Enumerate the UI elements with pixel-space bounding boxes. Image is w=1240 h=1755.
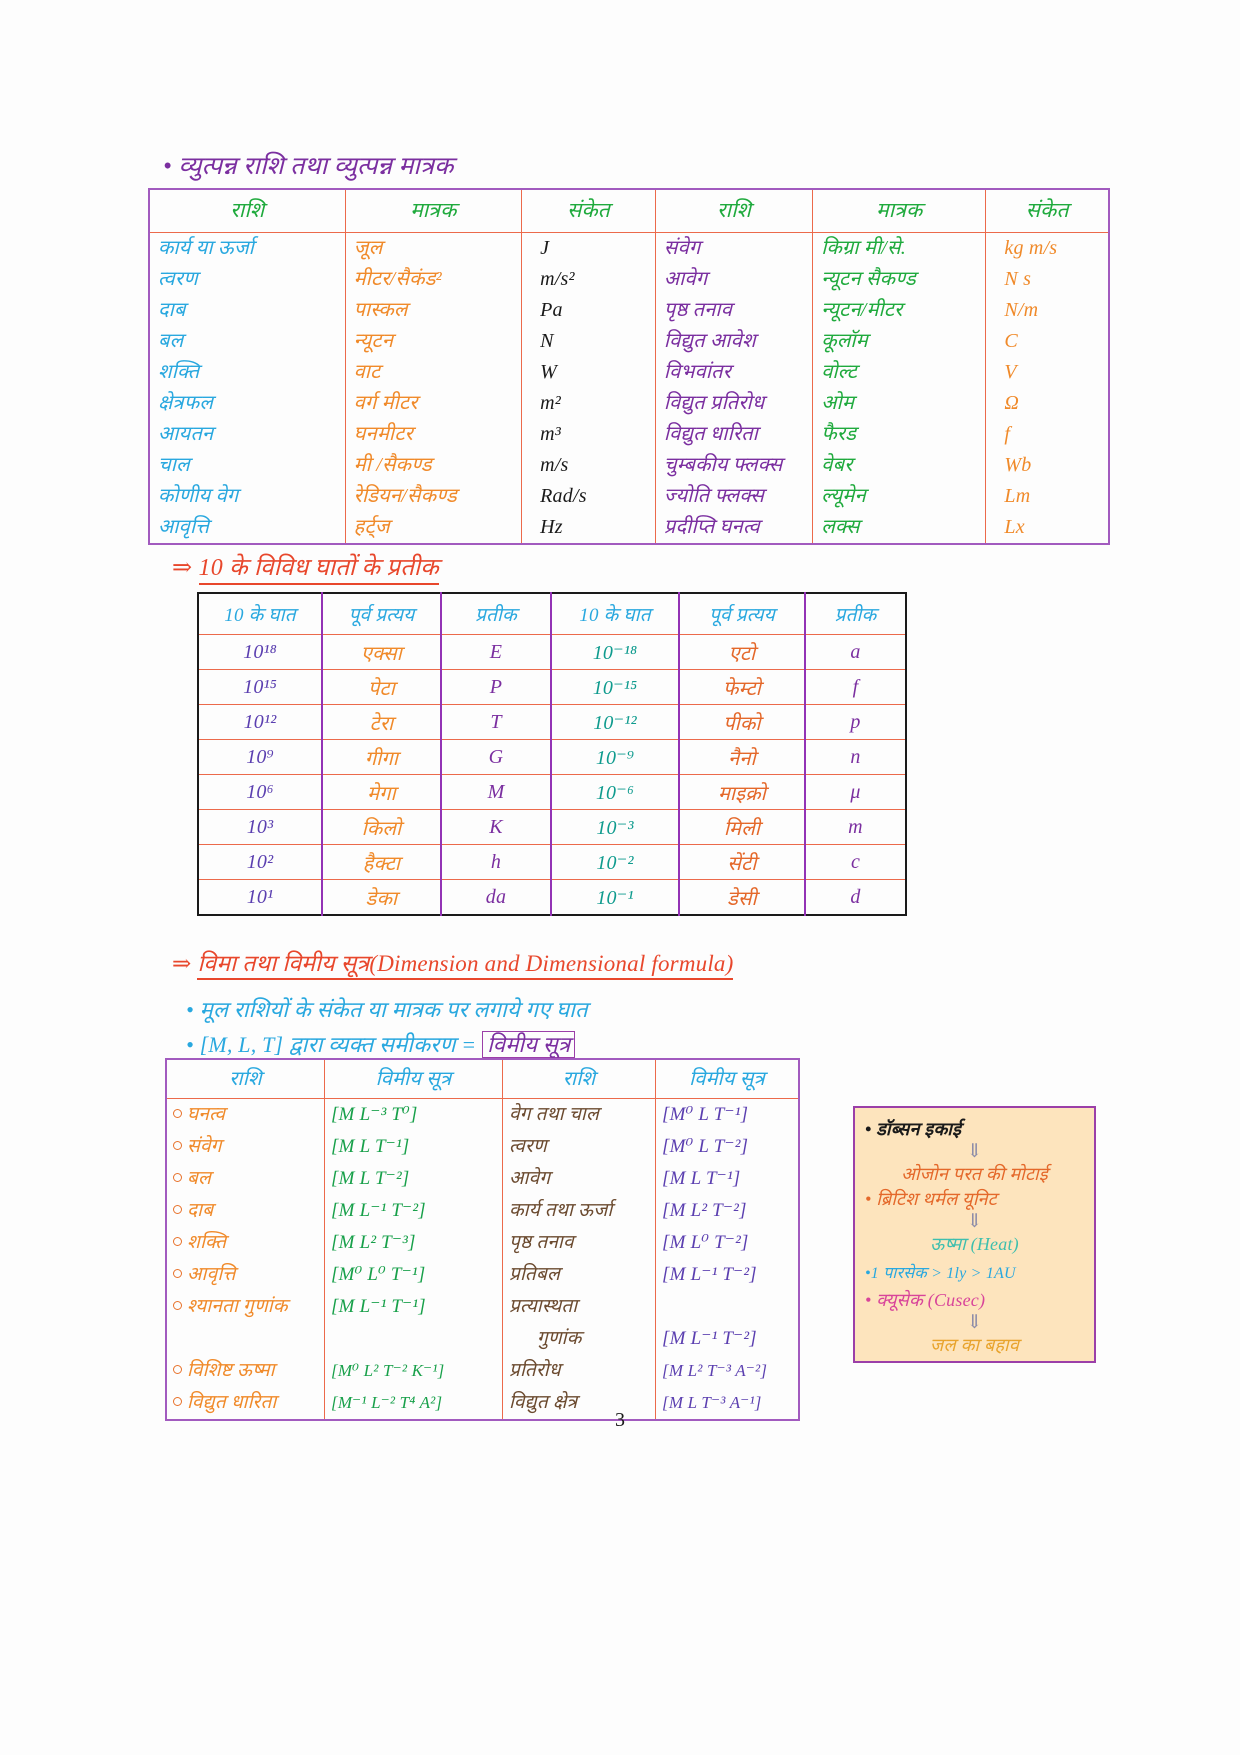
cell-quantity-right: विद्युत प्रतिरोध [655,388,812,419]
section1-heading: • व्युत्पन्न राशि तथा व्युत्पन्न मात्रक [163,153,454,180]
table1-body [149,233,1109,545]
table-row [198,880,906,916]
cell-formula-right: [M⁰ L T⁻¹] [656,1099,800,1132]
table2-body [198,635,906,916]
cell-quantity-left: चाल [149,450,345,481]
cell-quantity-left-text: विद्युत धारिता [187,1392,277,1413]
cell-formula-left: [M L T⁻¹] [325,1131,503,1163]
cell-formula-right: [M L T⁻³ A⁻¹] [656,1387,800,1420]
cell-quantity-left: क्षेत्रफल [149,388,345,419]
cell-quantity-left: बल [149,326,345,357]
table-row [149,326,1109,357]
cell-symbol-pos: P [441,670,551,705]
cell-power-pos: 10¹ [198,880,322,916]
cell-power-pos: 10¹⁸ [198,635,322,670]
cell-unit-left: हर्ट्ज [345,512,521,544]
cell-quantity-left: आवृत्ति [149,512,345,544]
cell-prefix-pos: गीगा [322,740,441,775]
cell-quantity-right: गुणांक [503,1323,656,1355]
cell-quantity-right: विभवांतर [655,357,812,388]
cell-quantity-right: आवेग [655,264,812,295]
table1-header-row [149,189,1109,233]
down-arrow-icon: ⇓ [966,1312,983,1333]
cell-power-pos: 10⁹ [198,740,322,775]
table-row [198,740,906,775]
cell-quantity-left-text: शक्ति [187,1232,227,1253]
bullet-dot-icon [173,1301,182,1310]
cell-power-neg: 10⁻¹ [551,880,679,916]
cell-prefix-neg: माइक्रो [679,775,805,810]
cell-unit-right: लक्स [813,512,986,544]
cell-quantity-left-text: घनत्व [187,1104,226,1125]
cell-symbol-pos: T [441,705,551,740]
cell-unit-right: ओम [813,388,986,419]
cell-symbol-right: V [986,357,1109,388]
cell-quantity-left-text: श्यानता गुणांक [187,1296,288,1317]
arrow-icon: ⇒ [172,951,192,976]
section3-heading-hindi: विमा तथा विमीय सूत्र [197,951,369,980]
cell-unit-left: वाट [345,357,521,388]
cell-symbol-left: Pa [522,295,656,326]
table2-header-power-pos: 10 के घात [198,593,322,635]
cell-symbol-left: m/s [522,450,656,481]
down-arrow-icon: ⇓ [966,1141,983,1162]
cell-formula-right: [M L⁻¹ T⁻²] [656,1259,800,1291]
bullet-dot-icon [173,1141,182,1150]
cell-quantity-right: प्रतिबल [503,1259,656,1291]
cell-unit-right: वेबर [813,450,986,481]
cell-prefix-neg: मिली [679,810,805,845]
cell-symbol-neg: n [805,740,906,775]
table3-header-formula-left: विमीय सूत्र [325,1059,503,1099]
bullet-definition-2 [186,1029,575,1059]
cell-prefix-neg: पीको [679,705,805,740]
down-arrow-icon: ⇓ [966,1211,983,1232]
cell-prefix-pos: पेटा [322,670,441,705]
cell-symbol-right: Lm [986,481,1109,512]
cell-unit-right: न्यूटन/मीटर [813,295,986,326]
sidebox-item4-meaning: जल का बहाव [929,1335,1020,1355]
table-row [149,388,1109,419]
cell-symbol-pos: G [441,740,551,775]
table1-header-symbol-left: संकेत [522,189,656,233]
cell-quantity-left: त्वरण [149,264,345,295]
cell-symbol-neg: p [805,705,906,740]
side-note-box [853,1106,1096,1363]
table-row [166,1227,799,1259]
cell-unit-left: जूल [345,233,521,265]
cell-formula-left: [M⁻¹ L⁻² T⁴ A²] [325,1387,503,1420]
cell-formula-right: [M⁰ L T⁻²] [656,1131,800,1163]
cell-quantity-right: चुम्बकीय फ्लक्स [655,450,812,481]
cell-power-pos: 10¹² [198,705,322,740]
cell-prefix-pos: डेका [322,880,441,916]
cell-quantity-left [166,1355,325,1387]
cell-formula-left: [M L² T⁻³] [325,1227,503,1259]
table-row [149,357,1109,388]
sidebox-item4-title: • क्यूसेक (Cusec) [865,1290,986,1310]
cell-unit-right: फैरड [813,419,986,450]
cell-quantity-left [166,1163,325,1195]
table3-header-quantity-right: राशि [503,1059,656,1099]
cell-power-neg: 10⁻⁶ [551,775,679,810]
cell-symbol-pos: da [441,880,551,916]
table-row [166,1259,799,1291]
table-row [166,1195,799,1227]
table3-header-formula-right: विमीय सूत्र [656,1059,800,1099]
cell-quantity-right: कार्य तथा ऊर्जा [503,1195,656,1227]
cell-quantity-left-text: बल [187,1168,212,1189]
bullet-dot-icon [173,1269,182,1278]
table-row [166,1131,799,1163]
cell-quantity-left-text: विशिष्ट ऊष्मा [187,1360,275,1381]
cell-quantity-right: आवेग [503,1163,656,1195]
cell-symbol-pos: E [441,635,551,670]
cell-power-neg: 10⁻⁹ [551,740,679,775]
cell-unit-left: घनमीटर [345,419,521,450]
cell-prefix-neg: डेसी [679,880,805,916]
cell-unit-left: मीटर/सैकंड² [345,264,521,295]
cell-prefix-neg: नैनो [679,740,805,775]
table3-header-row [166,1059,799,1099]
cell-power-pos: 10² [198,845,322,880]
section3-heading [172,946,733,978]
cell-power-neg: 10⁻¹⁵ [551,670,679,705]
cell-symbol-neg: m [805,810,906,845]
bullet-dot-icon [173,1365,182,1374]
cell-quantity-right: संवेग [655,233,812,265]
cell-quantity-right: प्रत्यास्थता [503,1291,656,1323]
table-row [166,1291,799,1323]
cell-power-neg: 10⁻² [551,845,679,880]
cell-formula-right: [M L² T⁻²] [656,1195,800,1227]
sidebox-item1-meaning: ओजोन परत की मोटाई [901,1164,1048,1184]
bullet-dot-icon [173,1109,182,1118]
cell-unit-right: ल्यूमेन [813,481,986,512]
table3-head [166,1059,799,1099]
cell-symbol-right: N s [986,264,1109,295]
table2-header-row [198,593,906,635]
cell-symbol-right: N/m [986,295,1109,326]
cell-symbol-right: Lx [986,512,1109,544]
cell-quantity-left: दाब [149,295,345,326]
table1-header-symbol-right: संकेत [986,189,1109,233]
table-row [166,1355,799,1387]
cell-symbol-right: Wb [986,450,1109,481]
cell-symbol-neg: μ [805,775,906,810]
cell-formula-left: [M L⁻³ T⁰] [325,1099,503,1132]
cell-formula-left: [M L⁻¹ T⁻¹] [325,1291,503,1323]
cell-symbol-left: W [522,357,656,388]
cell-formula-right: [M L T⁻¹] [656,1163,800,1195]
cell-quantity-left-text: दाब [187,1200,214,1221]
cell-symbol-left: Hz [522,512,656,544]
table1-header-quantity-left: राशि [149,189,345,233]
cell-symbol-right: f [986,419,1109,450]
table2-header-symbol-pos: प्रतीक [441,593,551,635]
table-row [166,1163,799,1195]
cell-prefix-pos: टेरा [322,705,441,740]
bullet-dot-icon [173,1397,182,1406]
cell-symbol-pos: M [441,775,551,810]
sidebox-item3: •1 पारसेक > 1ly > 1AU [865,1265,1016,1282]
cell-formula-left: [M⁰ L⁰ T⁻¹] [325,1259,503,1291]
table2-header-prefix-pos: पूर्व प्रत्यय [322,593,441,635]
cell-quantity-right: वेग तथा चाल [503,1099,656,1132]
cell-quantity-left [166,1227,325,1259]
cell-unit-left: वर्ग मीटर [345,388,521,419]
cell-formula-right: [M L⁻¹ T⁻²] [656,1323,800,1355]
cell-symbol-right: Ω [986,388,1109,419]
table-row [198,845,906,880]
cell-quantity-left [166,1099,325,1132]
table-row [198,635,906,670]
cell-quantity-left [166,1259,325,1291]
cell-symbol-left: m² [522,388,656,419]
table-row [198,810,906,845]
cell-symbol-left: N [522,326,656,357]
cell-unit-left: मी /सैकण्ड [345,450,521,481]
table-row [198,670,906,705]
cell-formula-right: [M L² T⁻³ A⁻²] [656,1355,800,1387]
table1-header-unit-right: मात्रक [813,189,986,233]
cell-formula-left: [M⁰ L² T⁻² K⁻¹] [325,1355,503,1387]
cell-quantity-right: विद्युत धारिता [655,419,812,450]
cell-quantity-right: प्रदीप्ति घनत्व [655,512,812,544]
table-row [198,775,906,810]
cell-power-pos: 10³ [198,810,322,845]
cell-quantity-left [166,1323,325,1355]
cell-prefix-neg: फेम्टो [679,670,805,705]
cell-formula-left: [M L T⁻²] [325,1163,503,1195]
bullet-dot-icon [173,1173,182,1182]
cell-quantity-left: कोणीय वेग [149,481,345,512]
bullet-definition-1: • मूल राशियों के संकेत या मात्रक पर लगाये गए घात [186,997,588,1022]
cell-quantity-right: पृष्ठ तनाव [655,295,812,326]
table-row [149,233,1109,265]
table2-header-prefix-neg: पूर्व प्रत्यय [679,593,805,635]
cell-symbol-right: C [986,326,1109,357]
cell-quantity-left [166,1291,325,1323]
cell-quantity-left [166,1131,325,1163]
cell-symbol-left: Rad/s [522,481,656,512]
table-row [149,264,1109,295]
sidebox-item2-title: • ब्रिटिश थर्मल यूनिट [865,1189,997,1209]
table-row [149,512,1109,544]
cell-prefix-pos: किलो [322,810,441,845]
cell-unit-right: कूलॉम [813,326,986,357]
cell-quantity-left [166,1195,325,1227]
cell-quantity-right: विद्युत क्षेत्र [503,1387,656,1420]
table-row [166,1323,799,1355]
cell-quantity-right: त्वरण [503,1131,656,1163]
dimensional-formula-table [165,1058,800,1421]
cell-symbol-neg: c [805,845,906,880]
table1-header-unit-left: मात्रक [345,189,521,233]
cell-unit-left: न्यूटन [345,326,521,357]
section2-heading [172,550,439,583]
cell-symbol-pos: h [441,845,551,880]
cell-symbol-neg: a [805,635,906,670]
bullet-dot-icon [173,1205,182,1214]
cell-quantity-left: आयतन [149,419,345,450]
bullet-2-highlight: विमीय सूत्र [482,1031,575,1058]
cell-quantity-left-text: आवृत्ति [187,1264,236,1285]
cell-symbol-left: m/s² [522,264,656,295]
cell-quantity-left: शक्ति [149,357,345,388]
cell-symbol-neg: d [805,880,906,916]
cell-unit-right: वोल्ट [813,357,986,388]
cell-power-pos: 10¹⁵ [198,670,322,705]
cell-formula-right: [M L⁰ T⁻²] [656,1227,800,1259]
cell-prefix-pos: मेगा [322,775,441,810]
section2-heading-text: 10 के विविध घातों के प्रतीक [199,555,439,585]
cell-symbol-neg: f [805,670,906,705]
cell-prefix-neg: एटो [679,635,805,670]
cell-quantity-left: कार्य या ऊर्जा [149,233,345,265]
cell-unit-right: न्यूटन सैकण्ड [813,264,986,295]
cell-formula-left [325,1323,503,1355]
cell-quantity-right: प्रतिरोध [503,1355,656,1387]
table-row [149,450,1109,481]
table-row [166,1099,799,1132]
table2-header-symbol-neg: प्रतीक [805,593,906,635]
cell-power-neg: 10⁻¹⁸ [551,635,679,670]
cell-symbol-left: m³ [522,419,656,450]
sidebox-item2-meaning: ऊष्मा (Heat) [930,1234,1019,1254]
table2-header-power-neg: 10 के घात [551,593,679,635]
cell-power-neg: 10⁻¹² [551,705,679,740]
sidebox-item1-title: • डॉब्सन इकाई [865,1119,962,1139]
cell-quantity-right: ज्योति फ्लक्स [655,481,812,512]
table3-body [166,1099,799,1421]
cell-prefix-pos: हैक्टा [322,845,441,880]
page-number: 3 [615,1409,625,1431]
table1-header-quantity-right: राशि [655,189,812,233]
cell-unit-right: किग्रा मी/से. [813,233,986,265]
cell-power-pos: 10⁶ [198,775,322,810]
table-row [198,705,906,740]
cell-quantity-left-text: संवेग [187,1136,222,1157]
table2-head [198,593,906,635]
cell-formula-right [656,1291,800,1323]
cell-formula-left: [M L⁻¹ T⁻²] [325,1195,503,1227]
cell-prefix-pos: एक्सा [322,635,441,670]
table-row [149,295,1109,326]
cell-symbol-right: kg m/s [986,233,1109,265]
table-row [149,419,1109,450]
table3-header-quantity-left: राशि [166,1059,325,1099]
cell-unit-left: रेडियन/सैकण्ड [345,481,521,512]
table-row [149,481,1109,512]
bullet-2-prefix: • [M, L, T] द्वारा व्यक्त समीकरण = [186,1032,483,1057]
table1-head [149,189,1109,233]
cell-symbol-left: J [522,233,656,265]
powers-of-ten-table [197,592,907,916]
arrow-icon: ⇒ [172,555,193,581]
section3-heading-english: (Dimension and Dimensional formula) [369,951,733,980]
bullet-dot-icon [173,1237,182,1246]
cell-power-neg: 10⁻³ [551,810,679,845]
cell-quantity-right: विद्युत आवेश [655,326,812,357]
derived-quantities-table [148,188,1110,545]
cell-quantity-right: पृष्ठ तनाव [503,1227,656,1259]
cell-prefix-neg: सेंटी [679,845,805,880]
cell-unit-left: पास्कल [345,295,521,326]
cell-symbol-pos: K [441,810,551,845]
